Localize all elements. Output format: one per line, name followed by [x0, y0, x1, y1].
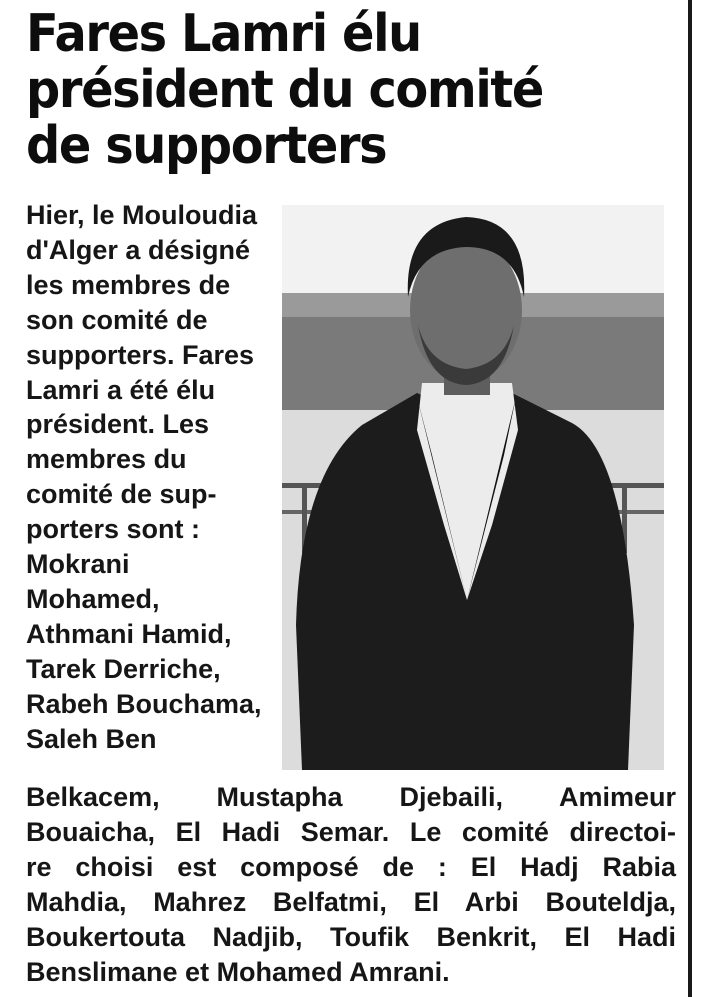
headline-line: président du comité — [26, 60, 543, 120]
article-body-full — [26, 780, 676, 989]
body-line: Athmani Hamid, — [26, 618, 232, 649]
body-line: re choisi est composé de : El Hadj Rabia — [26, 851, 676, 882]
body-line: comité de sup- — [26, 479, 217, 510]
body-line: président. Les — [26, 409, 210, 440]
portrait-photo — [282, 205, 664, 770]
article-headline — [26, 6, 633, 174]
portrait-photo-icon — [282, 205, 664, 770]
article-body-column — [26, 198, 282, 757]
body-line: Rabeh Bouchama, — [26, 688, 262, 719]
body-line: Belkacem, Mustapha Djebaili, Amimeur — [26, 782, 676, 812]
body-line: membres du — [26, 444, 187, 475]
headline-line: Fares Lamri élu — [26, 4, 421, 64]
body-line: supporters. Fares — [26, 339, 255, 370]
body-line: Mohamed, — [26, 583, 160, 614]
body-line: Bouaicha, El Hadi Semar. Le comité directoi- — [26, 816, 676, 847]
body-line: Mahdia, Mahrez Belfatmi, El Arbi Bouteldja, — [26, 886, 676, 917]
body-line: Saleh Ben — [26, 723, 157, 754]
body-line: porters sont : — [26, 514, 201, 545]
body-line: Tarek Derriche, — [26, 653, 221, 684]
body-line: son comité de — [26, 304, 208, 335]
body-line: Mokrani — [26, 549, 130, 580]
body-line: Hier, le Mouloudia — [26, 200, 258, 230]
body-line: d'Alger a désigné — [26, 234, 250, 265]
body-line: Boukertouta Nadjib, Toufik Benkrit, El Hadi — [26, 921, 676, 952]
column-rule — [688, 0, 692, 997]
body-line: Benslimane et Mohamed Amrani. — [26, 956, 450, 987]
body-line: Lamri a été élu — [26, 374, 216, 405]
headline-line: de supporters — [26, 116, 387, 176]
body-line: les membres de — [26, 269, 231, 300]
